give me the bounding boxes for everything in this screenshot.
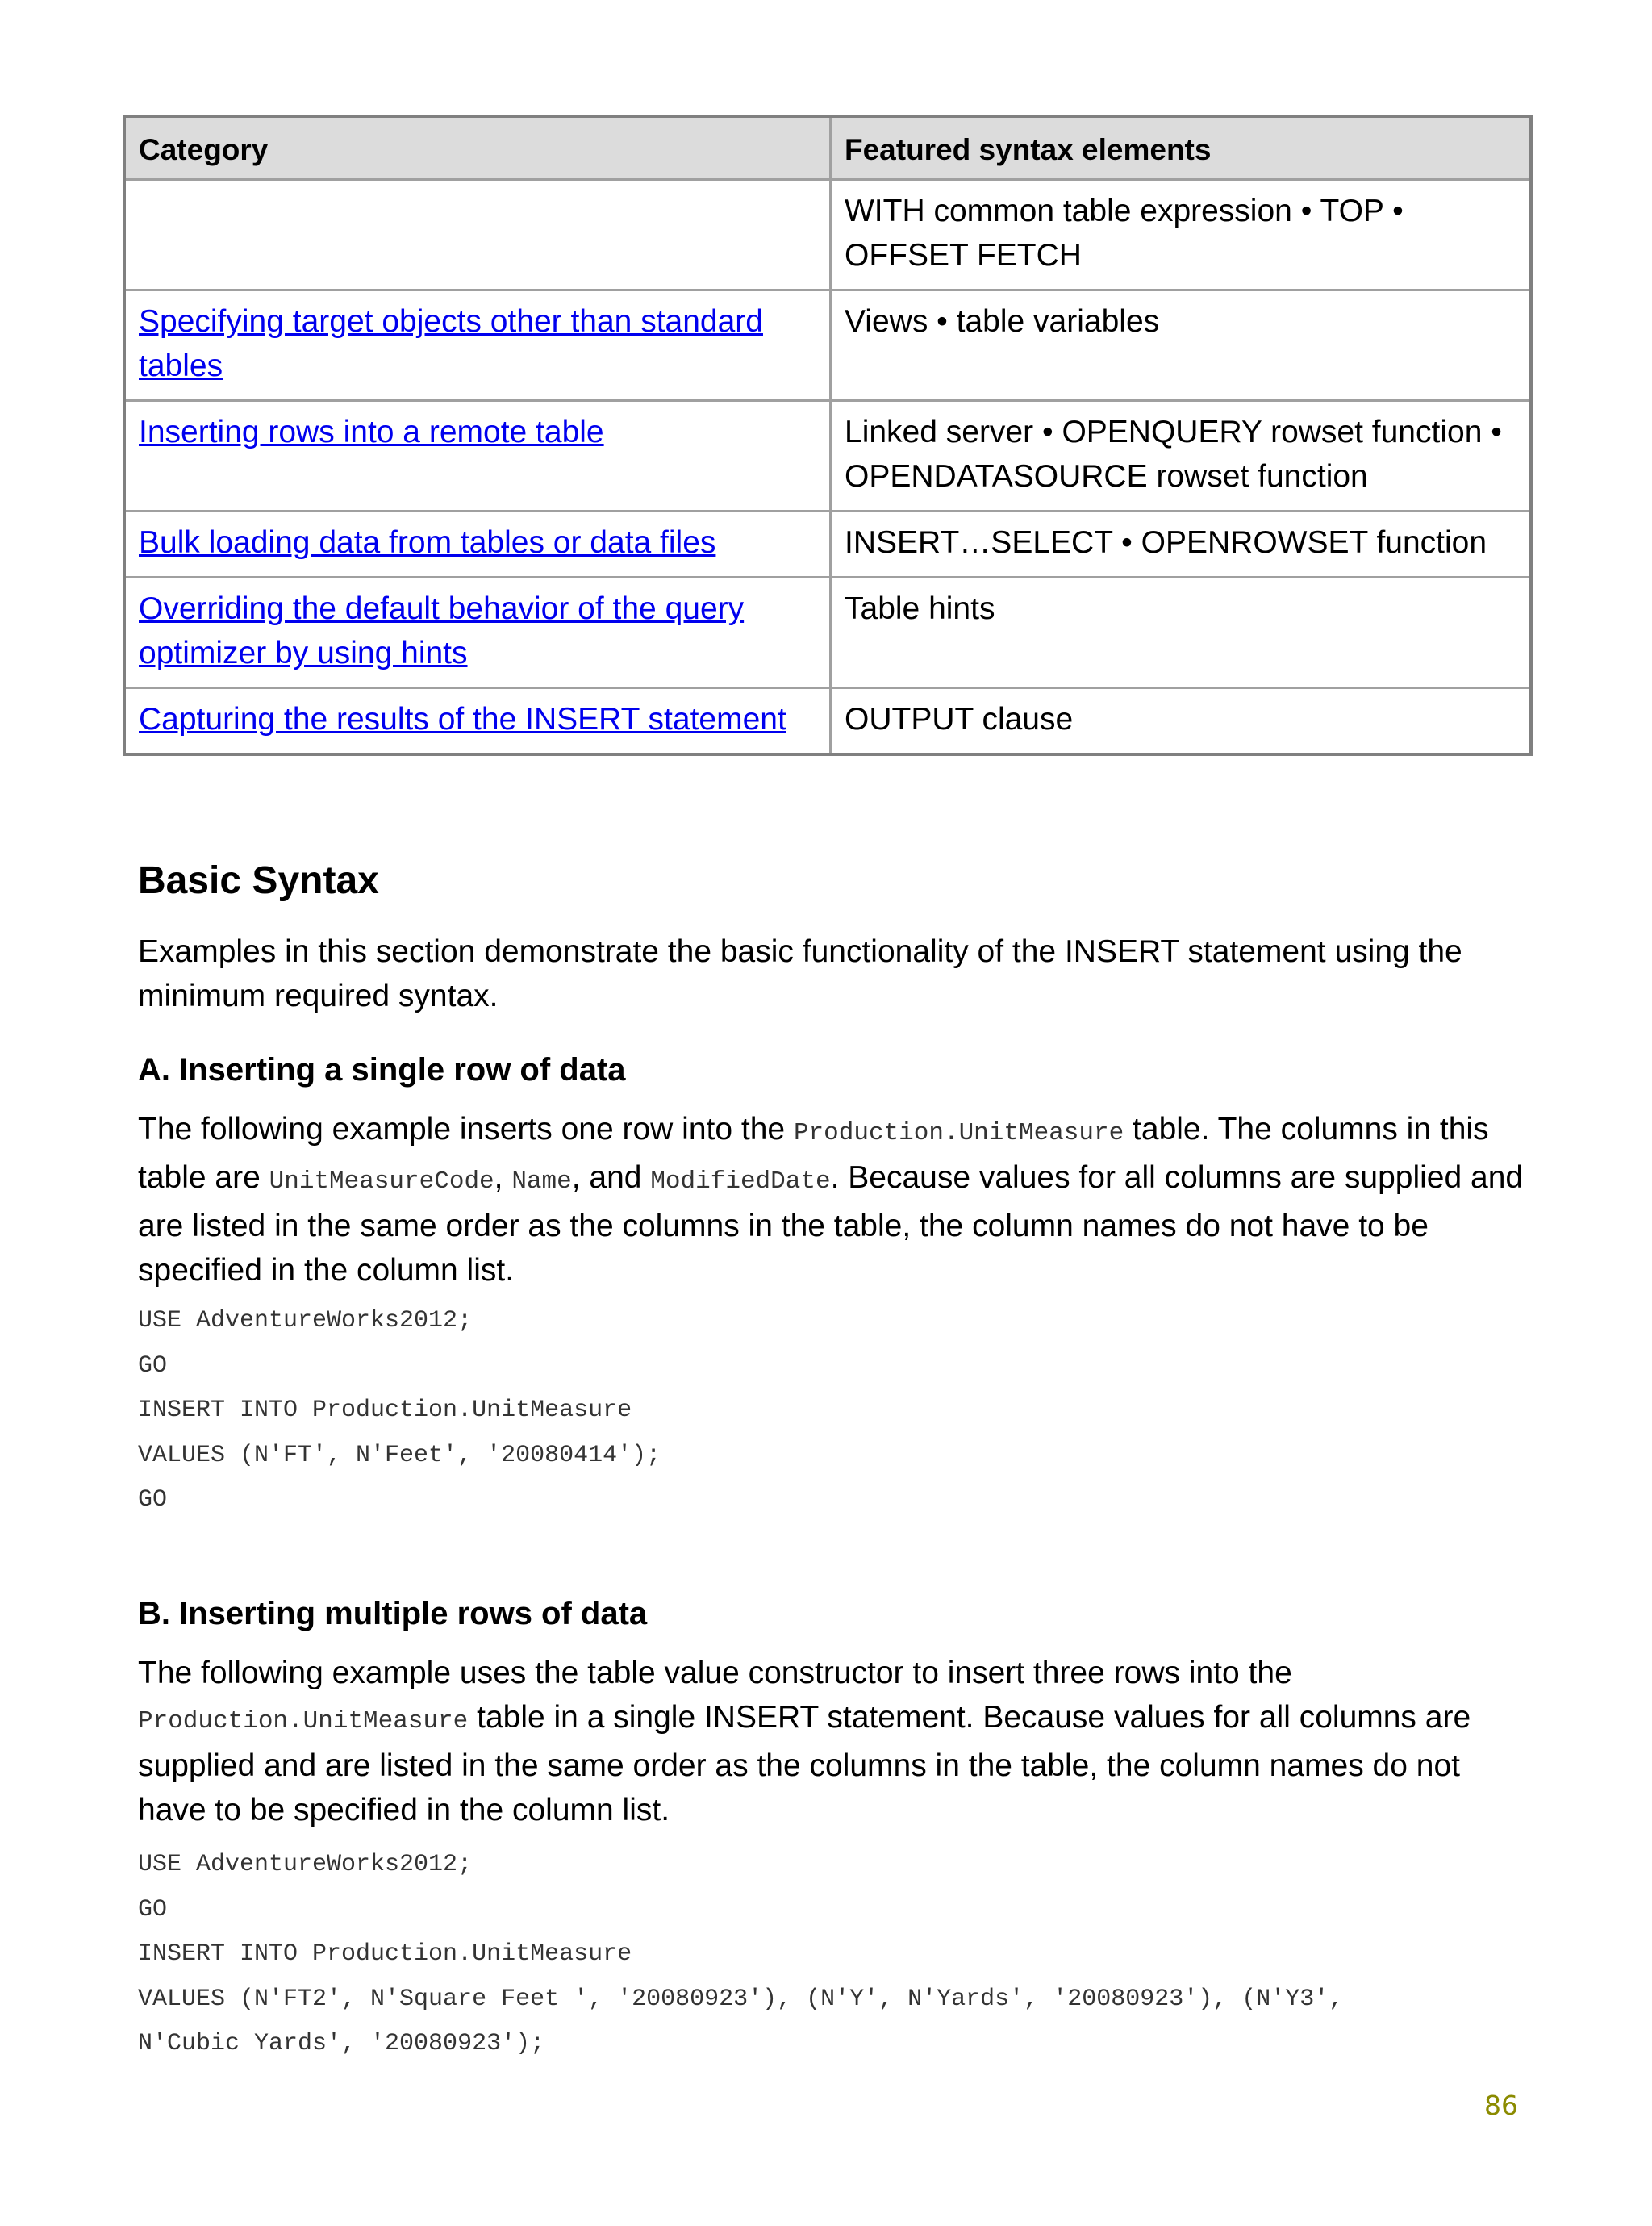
elements-cell: WITH common table expression • TOP • OFFSET FETCH [831,180,1532,290]
section-a-heading: A. Inserting a single row of data [138,1052,626,1088]
table-row [124,578,1531,688]
category-cell [124,401,831,512]
section-a-paragraph: The following example inserts one row into the Production.UnitMeasure table. The columns in this table are UnitMeasureCode, Name, and ModifiedDate. Because values for all columns are supplied and are listed in the same order as the columns in the table, the column names do not have to be specified in the column list. [138,1112,1524,1288]
category-cell [124,290,831,401]
elements-cell: Table hints [831,578,1532,688]
table-row [124,180,1531,290]
elements-cell: INSERT…SELECT • OPENROWSET function [831,512,1532,578]
link-output-clause[interactable]: Capturing the results of the INSERT statement [139,702,786,737]
category-cell [124,578,831,688]
table-row [124,688,1531,755]
elements-cell: Linked server • OPENQUERY rowset function • OPENDATASOURCE rowset function [831,401,1532,512]
link-remote-table[interactable]: Inserting rows into a remote table [139,415,604,449]
elements-cell: OUTPUT clause [831,688,1532,755]
link-bulk-loading[interactable]: Bulk loading data from tables or data files [139,525,716,560]
section-b-code-block: USE AdventureWorks2012; GO INSERT INTO Production.UnitMeasure VALUES (N'FT2', N'Square Feet ', '20080923'), (N'Y', N'Yards', '20080923'), (N'Y3', N'Cubic Yards', '20080923'); [138,1851,1344,2057]
category-cell [124,512,831,578]
category-cell [124,180,831,290]
code-name: Name [511,1167,572,1196]
syntax-table [123,115,1533,756]
code-modifieddate: ModifiedDate [650,1167,831,1196]
code-production-unitmeasure-b: Production.UnitMeasure [138,1707,469,1735]
category-cell [124,688,831,755]
page-number: 86 [1484,2090,1518,2121]
table-header-row [124,116,1531,180]
header-category: Category [124,116,831,180]
section-b-paragraph: The following example uses the table value constructor to insert three rows into the Production.UnitMeasure table in a single INSERT statement. Because values for all columns are supplied and are listed in the same order as the columns in the table, the column names do not have to be specified in the column list. [138,1656,1471,1827]
basic-syntax-heading: Basic Syntax [138,859,379,902]
table-row [124,290,1531,401]
code-production-unitmeasure: Production.UnitMeasure [793,1119,1124,1147]
section-b-heading: B. Inserting multiple rows of data [138,1596,648,1631]
table-row [124,401,1531,512]
link-target-objects[interactable]: Specifying target objects other than standard tables [139,304,763,383]
section-a-code-block: USE AdventureWorks2012; GO INSERT INTO Production.UnitMeasure VALUES (N'FT', N'Feet', '20080414'); GO [138,1307,661,1514]
header-featured-syntax: Featured syntax elements [831,116,1532,180]
basic-syntax-intro: Examples in this section demonstrate the basic functionality of the INSERT statement using the minimum required syntax. [138,934,1462,1013]
link-query-hints[interactable]: Overriding the default behavior of the query optimizer by using hints [139,591,745,670]
table-row [124,512,1531,578]
code-unitmeasurecode: UnitMeasureCode [269,1167,494,1196]
elements-cell: Views • table variables [831,290,1532,401]
